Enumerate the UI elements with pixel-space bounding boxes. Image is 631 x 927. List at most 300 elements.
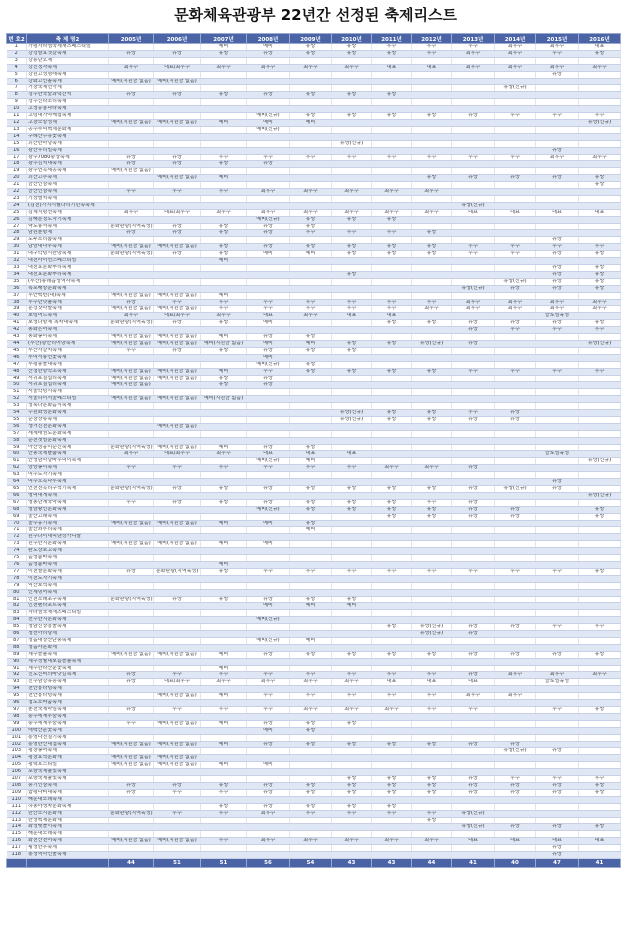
rating-cell — [332, 700, 372, 707]
rating-cell — [412, 548, 452, 555]
rating-cell — [452, 596, 495, 603]
rating-cell — [332, 258, 372, 265]
rating-cell: 유망 — [412, 320, 452, 327]
rating-cell — [579, 631, 621, 638]
rating-cell — [452, 271, 495, 278]
rating-cell: 유망 — [412, 817, 452, 824]
rating-cell: 최우수 — [201, 679, 247, 686]
table-row — [7, 672, 621, 679]
table-row — [7, 119, 621, 126]
rating-cell — [579, 216, 621, 223]
rating-cell: 글로벌육성 — [536, 313, 579, 320]
row-number: 43 — [7, 334, 27, 341]
rating-cell: 유망 — [536, 175, 579, 182]
table-row — [7, 679, 621, 686]
rating-cell — [372, 527, 412, 534]
rating-cell — [290, 755, 332, 762]
rating-cell — [495, 223, 536, 230]
rating-cell — [452, 237, 495, 244]
rating-cell: 유망 — [290, 782, 332, 789]
row-number: 112 — [7, 810, 27, 817]
row-number: 106 — [7, 769, 27, 776]
rating-cell — [452, 230, 495, 237]
table-row — [7, 665, 621, 672]
rating-cell — [290, 265, 332, 272]
rating-cell — [536, 575, 579, 582]
rating-cell — [452, 665, 495, 672]
row-number: 76 — [7, 561, 27, 568]
rating-cell: 유망 — [412, 789, 452, 796]
rating-cell: 우수 — [536, 113, 579, 120]
row-number: 35 — [7, 278, 27, 285]
rating-cell: 유망 — [247, 347, 290, 354]
rating-cell: 유망 — [290, 44, 332, 51]
rating-cell — [154, 713, 201, 720]
rating-cell: 최우수 — [412, 465, 452, 472]
festival-name: 진주남강유등축제 — [27, 679, 109, 686]
rating-cell — [332, 582, 372, 589]
rating-cell: 최우수 — [372, 465, 412, 472]
rating-cell: 우수 — [290, 306, 332, 313]
rating-cell — [579, 133, 621, 140]
rating-cell — [154, 271, 201, 278]
rating-cell — [536, 106, 579, 113]
rating-cell — [109, 479, 154, 486]
rating-cell — [452, 492, 495, 499]
rating-cell — [579, 334, 621, 341]
rating-cell — [412, 748, 452, 755]
festival-name: 통영한산대첩축제 — [27, 741, 109, 748]
festival-name: 충주세계무술축제 — [27, 713, 109, 720]
table-row — [7, 285, 621, 292]
rating-cell: 예비 — [201, 292, 247, 299]
rating-cell: 유망 — [372, 251, 412, 258]
rating-cell: 우수 — [332, 230, 372, 237]
rating-cell — [290, 610, 332, 617]
rating-cell — [579, 693, 621, 700]
rating-cell: 유망 — [247, 803, 290, 810]
rating-cell: 예비(지원금 없음) — [154, 762, 201, 769]
total-cell — [27, 858, 109, 867]
rating-cell: 유망 — [332, 92, 372, 99]
rating-cell: 유망 — [372, 244, 412, 251]
rating-cell — [332, 513, 372, 520]
rating-cell: 유망(신규) — [452, 285, 495, 292]
rating-cell: 유망 — [201, 382, 247, 389]
rating-cell — [332, 686, 372, 693]
row-number: 83 — [7, 610, 27, 617]
rating-cell — [452, 57, 495, 64]
rating-cell — [536, 810, 579, 817]
rating-cell: 예비(지원금 없음) — [109, 382, 154, 389]
rating-cell — [109, 437, 154, 444]
rating-cell — [412, 658, 452, 665]
rating-cell: 유망 — [536, 748, 579, 755]
rating-cell — [536, 361, 579, 368]
table-row — [7, 838, 621, 845]
rating-cell — [201, 513, 247, 520]
rating-cell: 최우수 — [290, 189, 332, 196]
rating-cell: 최우수 — [579, 299, 621, 306]
rating-cell — [154, 769, 201, 776]
row-number: 103 — [7, 748, 27, 755]
rating-cell — [412, 755, 452, 762]
rating-cell — [495, 389, 536, 396]
rating-cell — [412, 423, 452, 430]
rating-cell — [372, 492, 412, 499]
rating-cell: 유망 — [412, 741, 452, 748]
rating-cell — [154, 382, 201, 389]
rating-cell — [247, 665, 290, 672]
festival-name: 고령대가야체험축제 — [27, 113, 109, 120]
rating-cell: 우수 — [452, 44, 495, 51]
rating-cell — [495, 686, 536, 693]
rating-cell — [201, 265, 247, 272]
row-number: 26 — [7, 216, 27, 223]
rating-cell — [372, 195, 412, 202]
rating-cell: 유망 — [290, 92, 332, 99]
rating-cell — [109, 458, 154, 465]
rating-cell — [201, 824, 247, 831]
rating-cell — [154, 44, 201, 51]
rating-cell: 예비(신규) — [247, 126, 290, 133]
rating-cell — [372, 700, 412, 707]
rating-cell: 유망 — [109, 707, 154, 714]
rating-cell — [290, 513, 332, 520]
rating-cell: 우수 — [452, 368, 495, 375]
rating-cell — [332, 375, 372, 382]
rating-cell: 우수 — [201, 707, 247, 714]
rating-cell — [536, 665, 579, 672]
total-cell: 43 — [372, 858, 412, 867]
rating-cell — [372, 347, 412, 354]
row-number: 25 — [7, 209, 27, 216]
rating-cell — [290, 126, 332, 133]
rating-cell — [452, 713, 495, 720]
rating-cell — [372, 665, 412, 672]
table-row — [7, 506, 621, 513]
rating-cell — [372, 375, 412, 382]
rating-cell — [412, 796, 452, 803]
row-number: 84 — [7, 617, 27, 624]
festival-name: 자라섬국제재즈페스티벌 — [27, 610, 109, 617]
rating-cell — [372, 686, 412, 693]
rating-cell — [495, 472, 536, 479]
rating-cell — [579, 686, 621, 693]
rating-cell — [452, 334, 495, 341]
festival-name: 안동국제탈춤축제 — [27, 451, 109, 458]
rating-cell — [495, 106, 536, 113]
rating-cell — [579, 520, 621, 527]
rating-cell: 유망 — [290, 651, 332, 658]
rating-cell: 우수 — [290, 230, 332, 237]
rating-cell — [452, 817, 495, 824]
rating-cell: 유망 — [579, 320, 621, 327]
rating-cell — [372, 182, 412, 189]
rating-cell: 유망 — [495, 782, 536, 789]
table-row — [7, 734, 621, 741]
rating-cell: 유망 — [495, 506, 536, 513]
rating-cell — [201, 644, 247, 651]
rating-cell: 최우수 — [372, 189, 412, 196]
rating-cell — [536, 658, 579, 665]
rating-cell: 우수 — [536, 368, 579, 375]
table-row — [7, 292, 621, 299]
rating-cell — [109, 824, 154, 831]
rating-cell — [109, 278, 154, 285]
row-number: 85 — [7, 624, 27, 631]
rating-cell: 유망 — [247, 92, 290, 99]
rating-cell — [536, 769, 579, 776]
rating-cell: 우수 — [247, 154, 290, 161]
row-number: 61 — [7, 458, 27, 465]
row-number: 101 — [7, 734, 27, 741]
rating-cell — [154, 561, 201, 568]
festival-name: 강원고성명태축제 — [27, 71, 109, 78]
rating-cell: 예비 — [247, 603, 290, 610]
rating-cell — [332, 403, 372, 410]
rating-cell — [109, 506, 154, 513]
rating-cell — [154, 216, 201, 223]
rating-cell: 문화관광(지역육성) — [110, 250, 153, 257]
rating-cell: 유망 — [201, 568, 247, 575]
rating-cell: 우수 — [536, 707, 579, 714]
rating-cell — [109, 423, 154, 430]
table-row — [7, 340, 621, 347]
rating-cell — [412, 831, 452, 838]
table-row — [7, 71, 621, 78]
rating-cell: 유망 — [332, 368, 372, 375]
rating-cell — [109, 133, 154, 140]
rating-cell — [290, 582, 332, 589]
rating-cell — [412, 389, 452, 396]
rating-cell: 예비 — [290, 251, 332, 258]
table-row — [7, 479, 621, 486]
festival-name: 정선아리랑제 — [27, 631, 109, 638]
rating-cell: 예비(지원금 없음) — [109, 520, 154, 527]
rating-cell — [412, 824, 452, 831]
festival-name: 낙도동서축제 — [27, 223, 109, 230]
rating-cell — [452, 831, 495, 838]
table-row — [7, 568, 621, 575]
rating-cell: 유망(신규) — [579, 492, 621, 499]
rating-cell: 유망 — [247, 161, 290, 168]
row-number: 16 — [7, 147, 27, 154]
rating-cell: 우수 — [372, 693, 412, 700]
rating-cell — [452, 534, 495, 541]
festival-name: 보령머드축제 — [27, 313, 109, 320]
rating-cell: 유망 — [412, 410, 452, 417]
rating-cell — [247, 534, 290, 541]
rating-cell: 예비 — [201, 119, 247, 126]
rating-cell — [290, 644, 332, 651]
rating-cell: 유망(신규) — [412, 624, 452, 631]
rating-cell — [290, 85, 332, 92]
rating-cell: 최우수 — [452, 50, 495, 57]
row-number: 82 — [7, 603, 27, 610]
rating-cell: 유망 — [332, 271, 372, 278]
row-number: 107 — [7, 776, 27, 783]
rating-cell: 최우수 — [579, 672, 621, 679]
column-header: 2006년 — [154, 34, 201, 44]
table-row — [7, 368, 621, 375]
rating-cell: 우수 — [452, 410, 495, 417]
rating-cell — [579, 762, 621, 769]
rating-cell: 유망 — [290, 486, 332, 493]
rating-cell: 예비(지원금 없음) — [154, 693, 201, 700]
total-cell: 44 — [412, 858, 452, 867]
table-row — [7, 271, 621, 278]
rating-cell — [536, 755, 579, 762]
rating-cell — [109, 852, 154, 859]
rating-cell: 예비(지원금 없음) — [109, 762, 154, 769]
rating-cell — [579, 748, 621, 755]
rating-cell — [495, 265, 536, 272]
rating-cell — [452, 617, 495, 624]
rating-cell — [154, 202, 201, 209]
rating-cell: 우수 — [372, 306, 412, 313]
rating-cell — [372, 575, 412, 582]
rating-cell — [412, 71, 452, 78]
row-number: 37 — [7, 292, 27, 299]
rating-cell: 우수 — [332, 672, 372, 679]
rating-cell — [154, 354, 201, 361]
rating-cell: 최우수 — [495, 50, 536, 57]
rating-cell: 예비 — [201, 693, 247, 700]
rating-cell: 유망 — [247, 382, 290, 389]
table-row — [7, 168, 621, 175]
rating-cell — [452, 92, 495, 99]
rating-cell — [109, 796, 154, 803]
rating-cell: 우수 — [247, 465, 290, 472]
rating-cell — [154, 57, 201, 64]
row-number: 92 — [7, 672, 27, 679]
rating-cell: 유망 — [372, 506, 412, 513]
rating-cell — [536, 561, 579, 568]
row-number: 109 — [7, 789, 27, 796]
rating-cell — [290, 430, 332, 437]
rating-cell — [579, 610, 621, 617]
rating-cell — [412, 140, 452, 147]
rating-cell — [201, 78, 247, 85]
rating-cell — [372, 334, 412, 341]
rating-cell: 유망 — [536, 852, 579, 859]
rating-cell — [452, 106, 495, 113]
rating-cell — [201, 361, 247, 368]
table-row — [7, 306, 621, 313]
rating-cell: 유망 — [536, 479, 579, 486]
rating-cell: 예비 — [247, 340, 290, 347]
rating-cell — [247, 403, 290, 410]
row-number: 30 — [7, 244, 27, 251]
table-row — [7, 720, 621, 727]
festival-name: 여주오곡나루축제 — [27, 479, 109, 486]
rating-cell: 예비(지원금 없음) — [154, 651, 201, 658]
row-number: 11 — [7, 113, 27, 120]
rating-cell — [109, 624, 154, 631]
rating-cell — [579, 382, 621, 389]
rating-cell — [201, 354, 247, 361]
rating-cell: 글로벌육성 — [536, 679, 579, 686]
table-row — [7, 782, 621, 789]
festival-name: 서울약령시축제 — [27, 389, 109, 396]
rating-cell — [412, 561, 452, 568]
rating-cell: 유망 — [247, 223, 290, 230]
rating-cell — [536, 589, 579, 596]
rating-cell — [372, 817, 412, 824]
festival-name: 춘천국제마임축제 — [27, 707, 109, 714]
rating-cell: 최우수 — [201, 209, 247, 216]
table-row — [7, 492, 621, 499]
rating-cell: 유망 — [452, 506, 495, 513]
rating-cell — [247, 852, 290, 859]
rating-cell: 유망 — [247, 596, 290, 603]
row-number: 72 — [7, 534, 27, 541]
rating-cell — [109, 492, 154, 499]
rating-cell — [201, 734, 247, 741]
festival-name: (부산)광안리어방축제 — [27, 340, 109, 347]
row-number: 8 — [7, 92, 27, 99]
festival-name: 완도장보고축제 — [27, 548, 109, 555]
rating-cell: 유망 — [372, 624, 412, 631]
rating-cell — [109, 416, 154, 423]
rating-cell: 우수 — [201, 789, 247, 796]
row-number: 105 — [7, 762, 27, 769]
rating-cell — [290, 423, 332, 430]
table-row — [7, 631, 621, 638]
rating-cell: 예비(신규) — [247, 361, 290, 368]
festival-name: 기장멸치축제 — [27, 195, 109, 202]
rating-cell — [290, 631, 332, 638]
rating-cell — [201, 776, 247, 783]
row-number: 116 — [7, 838, 27, 845]
rating-cell — [495, 679, 536, 686]
rating-cell — [579, 486, 621, 493]
rating-cell — [452, 582, 495, 589]
rating-cell — [412, 334, 452, 341]
rating-cell: 최우수 — [109, 64, 154, 71]
festival-name: 대구약령시한방축제 — [27, 251, 109, 258]
rating-cell — [332, 161, 372, 168]
rating-cell: 우수 — [495, 154, 536, 161]
rating-cell — [579, 658, 621, 665]
table-row — [7, 451, 621, 458]
rating-cell: 유망 — [247, 444, 290, 451]
rating-cell — [495, 182, 536, 189]
rating-cell — [412, 596, 452, 603]
rating-cell — [495, 644, 536, 651]
rating-cell — [452, 126, 495, 133]
rating-cell: 유망 — [247, 741, 290, 748]
festival-name: 풍기인삼축제 — [27, 782, 109, 789]
rating-cell: 유망 — [372, 340, 412, 347]
rating-cell: 최우수 — [452, 64, 495, 71]
rating-cell — [579, 499, 621, 506]
rating-cell — [154, 644, 201, 651]
rating-cell — [579, 99, 621, 106]
festival-name: 한성백제문화제 — [27, 817, 109, 824]
rating-cell — [412, 168, 452, 175]
rating-cell: 유망 — [536, 71, 579, 78]
rating-cell: 우수 — [412, 568, 452, 575]
rating-cell — [109, 713, 154, 720]
rating-cell — [290, 320, 332, 327]
rating-cell — [452, 133, 495, 140]
festival-name: 강릉단오제 — [27, 57, 109, 64]
rating-cell — [495, 769, 536, 776]
rating-cell: 유망 — [109, 782, 154, 789]
rating-cell: 우수 — [201, 672, 247, 679]
